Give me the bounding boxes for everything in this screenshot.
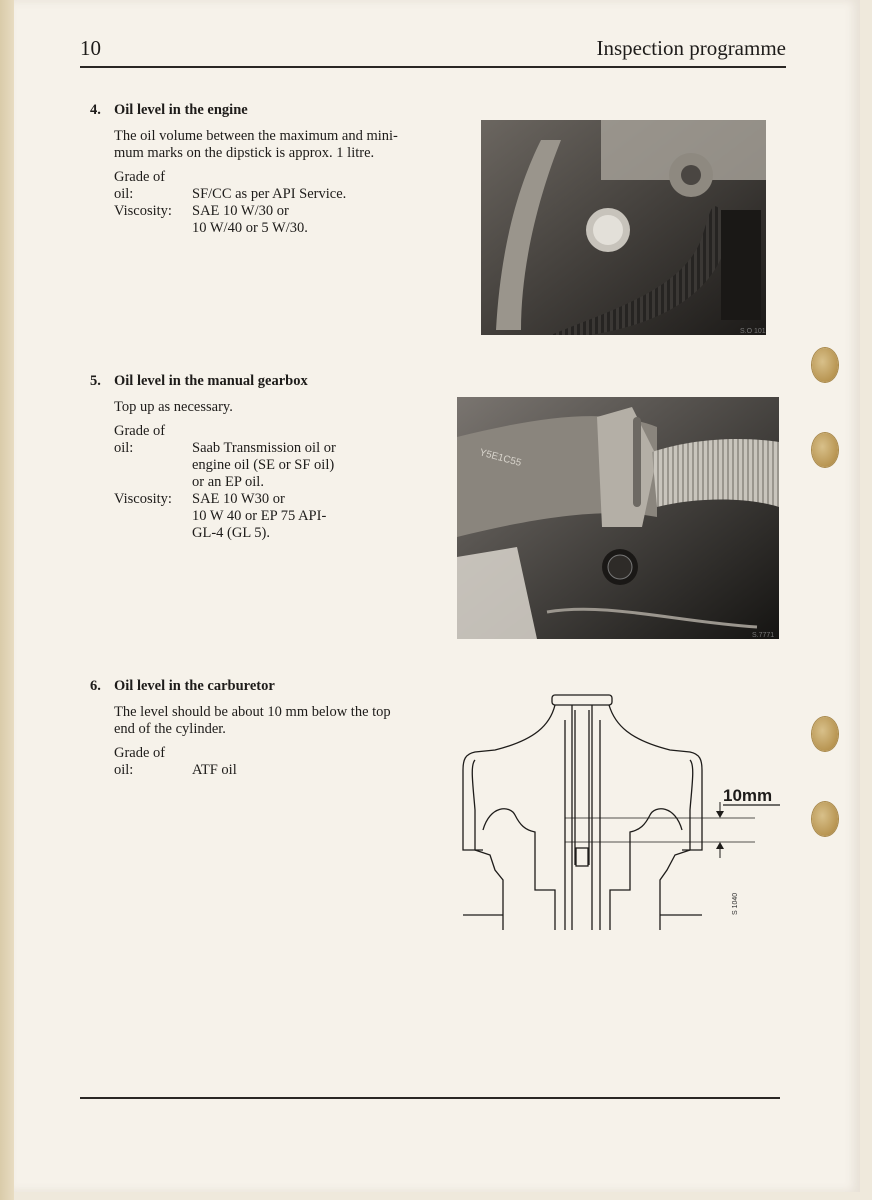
page-edge xyxy=(0,0,14,1200)
viscosity-value-1: SAE 10 W30 or xyxy=(192,491,285,507)
section-text xyxy=(90,704,430,738)
section-number: 4. xyxy=(90,102,101,118)
binder-hole xyxy=(812,348,838,382)
page-title: Inspection programme xyxy=(596,36,786,60)
section-title-text: Oil level in the engine xyxy=(114,102,248,118)
text-line: The oil volume between the maximum and mini- xyxy=(114,128,398,144)
section-text: Top up as necessary. xyxy=(114,399,233,415)
binder-hole xyxy=(812,802,838,836)
footer-divider xyxy=(80,1097,780,1099)
grade-label: Grade of xyxy=(114,169,166,185)
oil-label: oil: xyxy=(114,762,134,778)
text-line: mum marks on the dipstick is approx. 1 litre. xyxy=(114,145,375,161)
grade-value-1: Saab Transmission oil or xyxy=(192,440,336,456)
oil-label: oil: xyxy=(114,440,134,456)
spec-table xyxy=(114,423,336,542)
viscosity-value-1: SAE 10 W/30 or xyxy=(192,203,289,219)
viscosity-value-2: 10 W/40 or 5 W/30. xyxy=(192,220,308,236)
section-text xyxy=(90,128,430,162)
header-divider xyxy=(80,66,786,68)
section-number: 5. xyxy=(90,373,101,389)
grade-label: Grade of xyxy=(114,745,166,761)
viscosity-value-2: 10 W 40 or EP 75 API- xyxy=(192,508,327,524)
oil-label: oil: xyxy=(114,186,134,202)
text-line: The level should be about 10 mm below the top xyxy=(114,704,391,720)
viscosity-label: Viscosity: xyxy=(114,203,172,219)
dimension-label: 10mm xyxy=(723,786,773,805)
page-number: 10 xyxy=(80,36,101,60)
figure-code: S.7771 xyxy=(752,632,775,639)
figure-code: S.O 101 xyxy=(740,328,766,335)
section-engine-oil xyxy=(90,102,430,237)
section-gearbox-oil xyxy=(90,373,430,542)
viscosity-value-3: GL-4 (GL 5). xyxy=(192,525,270,541)
section-carburetor-oil xyxy=(90,678,430,779)
binder-hole xyxy=(812,717,838,751)
grade-value: ATF oil xyxy=(192,762,237,778)
section-title-text: Oil level in the carburetor xyxy=(114,678,275,694)
section-title xyxy=(90,373,430,390)
binder-hole xyxy=(812,433,838,467)
spec-table xyxy=(114,745,237,779)
gearbox-photo-illustration xyxy=(457,397,779,639)
spec-table xyxy=(114,169,346,237)
figure-code: S 1040 xyxy=(732,892,739,915)
grade-value-2: engine oil (SE or SF oil) xyxy=(192,457,335,473)
gearbox-photo xyxy=(457,397,779,639)
engine-photo xyxy=(481,120,766,335)
grade-value: SF/CC as per API Service. xyxy=(192,186,347,202)
casting-marking: Y5E1C55 xyxy=(478,447,523,469)
section-title-text: Oil level in the manual gearbox xyxy=(114,373,308,389)
engine-photo-illustration xyxy=(481,120,766,335)
section-number: 6. xyxy=(90,678,101,694)
carburetor-diagram xyxy=(455,690,785,935)
section-title xyxy=(90,678,430,695)
grade-value-3: or an EP oil. xyxy=(192,474,264,490)
section-title xyxy=(90,102,430,119)
text-line: end of the cylinder. xyxy=(114,721,226,737)
grade-label: Grade of xyxy=(114,423,166,439)
viscosity-label: Viscosity: xyxy=(114,491,172,507)
